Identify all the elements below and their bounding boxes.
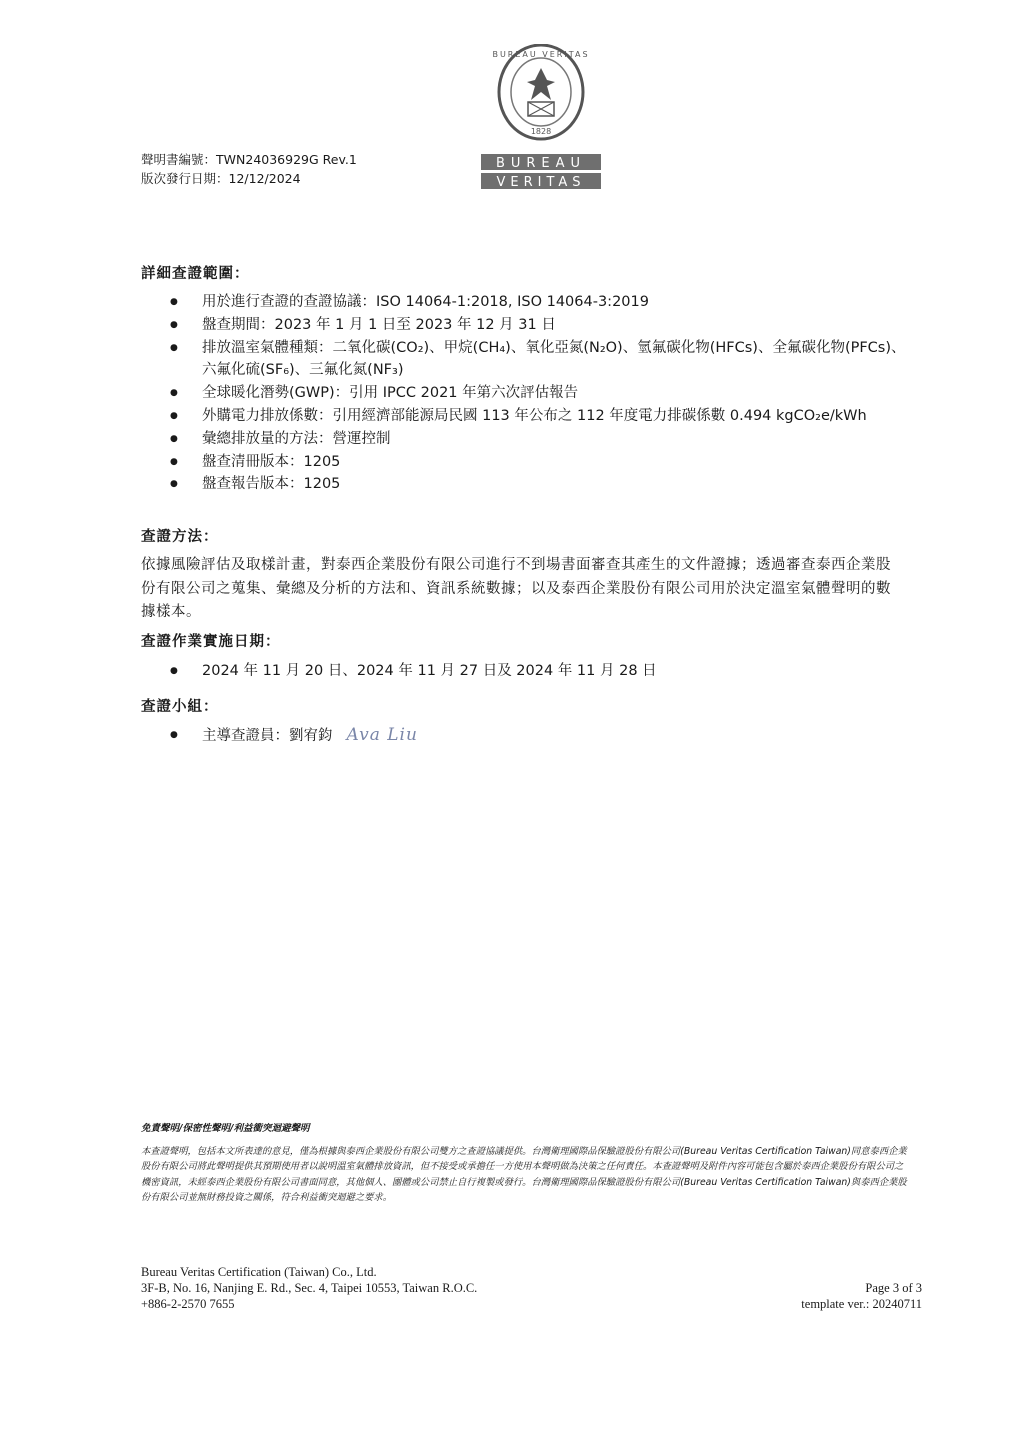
dates-list	[170, 660, 910, 683]
disclaimer-text: 本查證聲明，包括本文所表達的意見，僅為根據與泰西企業股份有限公司雙方之查證協議提供。台灣衛理國際品保驗證股份有限公司(Bureau Veritas Certification Taiwan)同意泰西企業股份有限公司將此聲明提供其預期使用者以說明溫室氣體排放資訊，但不接受或承擔任一方使用本聲明做為決策之任何責任。本查證聲明及附件內容可能包含屬於泰西企業股份有限公司之機密資訊，未經泰西企業股份有限公司書面同意，其他個人、團體或公司禁止自行複製或發行。台灣衛理國際品保驗證股份有限公司(Bureau Veritas Certification Taiwan)與泰西企業股份有限公司並無財務投資之關係，符合利益衝突迴避之要求。	[141, 1146, 907, 1203]
template-version: template ver.: 20240711	[801, 1296, 922, 1311]
bureau-veritas-logo	[480, 44, 602, 190]
lead-verifier: 主導查證員：劉宥鈞	[202, 728, 333, 744]
list-item: ● 外購電力排放係數：引用經濟部能源局民國 113 年公布之 112 年度電力排碳係數 0.494 kgCO₂e/kWh	[170, 405, 910, 428]
footer-company-info	[141, 1265, 477, 1312]
issue-date: 版次發行日期：12/12/2024	[141, 171, 301, 186]
logo-year: 1828	[530, 127, 552, 136]
list-item: ● 2024 年 11 月 20 日、2024 年 11 月 27 日及 2024 年 11 月 28 日	[170, 660, 910, 683]
document-meta	[141, 150, 357, 188]
scope-heading: 詳細查證範圍：	[141, 266, 250, 282]
list-item: ● 盤查期間：2023 年 1 月 1 日至 2023 年 12 月 31 日	[170, 314, 910, 337]
company-name: Bureau Veritas Certification (Taiwan) Co., Ltd.	[141, 1265, 377, 1279]
dates-heading: 查證作業實施日期：	[141, 634, 281, 650]
signature: Ava Liu	[346, 725, 418, 745]
list-item: ● 全球暖化潛勢(GWP)：引用 IPCC 2021 年第六次評估報告	[170, 382, 910, 405]
list-item: ● 盤查報告版本：1205	[170, 473, 910, 496]
list-item: ● 用於進行查證的查證協議：ISO 14064-1:2018, ISO 14064-3:2019	[170, 291, 910, 314]
disclaimer-title: 免責聲明/保密性聲明/利益衝突迴避聲明	[141, 1123, 310, 1134]
logo-word-veritas: VERITAS	[496, 175, 586, 190]
method-heading: 查證方法：	[141, 529, 219, 545]
list-item: ● 排放溫室氣體種類：二氧化碳(CO₂)、甲烷(CH₄)、氧化亞氮(N₂O)、氫氟碳化物(HFCs)、全氟碳化物(PFCs)、六氟化硫(SF₆)、三氟化氮(NF₃)	[170, 337, 910, 383]
team-heading: 查證小組：	[141, 699, 219, 715]
page-number: Page 3 of 3	[865, 1281, 922, 1295]
list-item: ● 彙總排放量的方法：營運控制	[170, 428, 910, 451]
scope-list	[170, 291, 910, 496]
method-paragraph: 依據風險評估及取樣計畫，對泰西企業股份有限公司進行不到場書面審查其產生的文件證據；透過審查泰西企業股份有限公司之蒐集、彙總及分析的方法和、資訊系統數據；以及泰西企業股份有限公司用於決定溫室氣體聲明的數據樣本。	[141, 557, 891, 620]
team-list	[170, 724, 910, 748]
statement-number: 聲明書編號：TWN24036929G Rev.1	[141, 152, 357, 167]
logo-ring-text: BUREAU VERITAS	[492, 50, 590, 59]
footer-page-info	[801, 1281, 922, 1313]
company-address: 3F-B, No. 16, Nanjing E. Rd., Sec. 4, Taipei 10553, Taiwan R.O.C.	[141, 1280, 478, 1295]
logo-word-bureau: BUREAU	[495, 156, 587, 171]
list-item	[170, 724, 910, 748]
company-phone: +886-2-2570 7655	[141, 1296, 235, 1311]
list-item: ● 盤查清冊版本：1205	[170, 451, 910, 474]
